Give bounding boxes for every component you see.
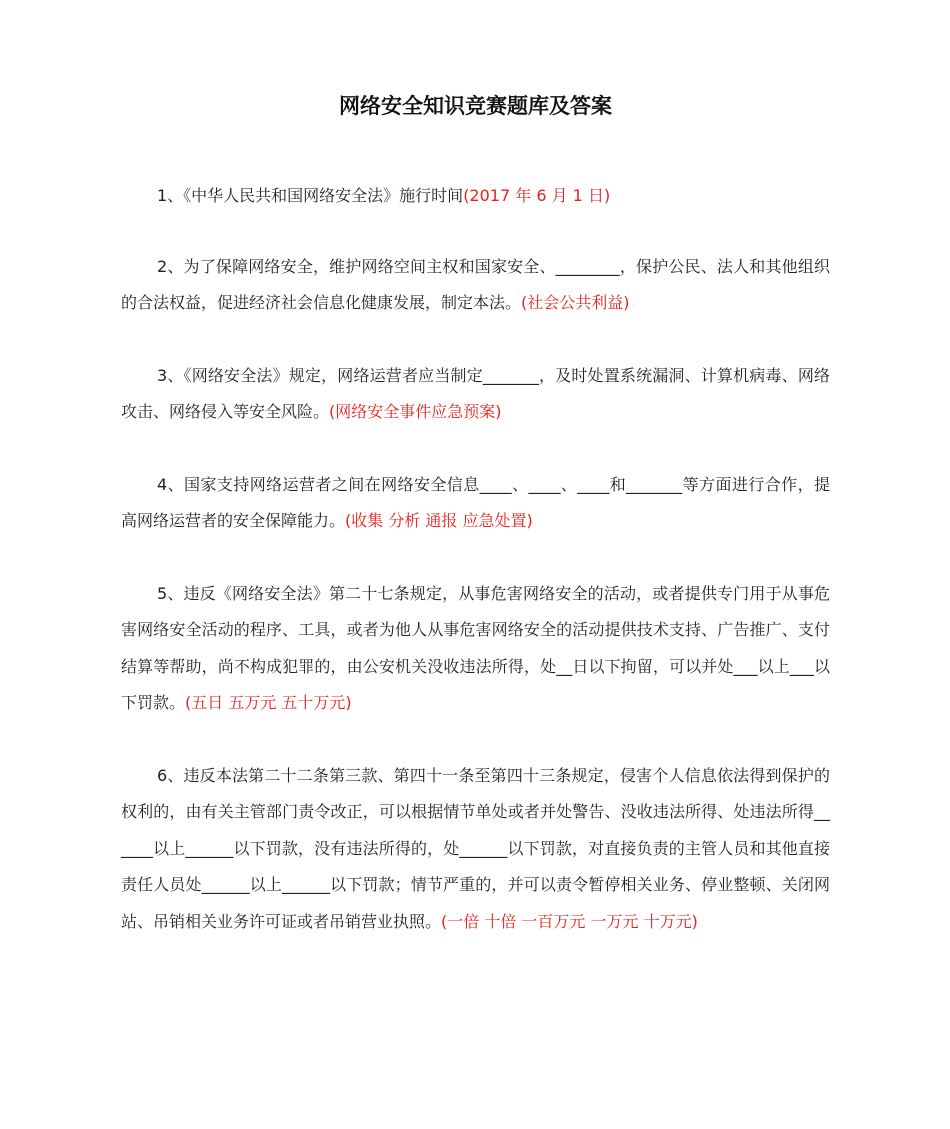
answer-text: (2017 年 6 月 1 日) [463,186,611,205]
question-2 [121,249,830,322]
answer-text: (五日 五万元 五十万元) [185,693,352,712]
question-5 [121,576,830,722]
answer-text: (收集 分析 通报 应急处置) [345,511,533,530]
question-text: 6、违反本法第二十二条第三款、第四十一条至第四十三条规定，侵害个人信息依法得到保护的权利的，由有关主管部门责令改正，可以根据情节单处或者并处警告、没收违法所得、处违法所得______以上______以下罚款，没有违法所得的，处______以下罚款，对直接负责的主管人员和其他直接责任人员处______以上______以下罚款；情节严重的，并可以责令暂停相关业务、停业整顿、关闭网站、吊销相关业务许可证或者吊销营业执照。 [121,765,830,931]
question-4 [121,467,830,540]
question-text: 5、违反《网络安全法》第二十七条规定，从事危害网络安全的活动，或者提供专门用于从事危害网络安全活动的程序、工具，或者为他人从事危害网络安全的活动提供技术支持、广告推广、支付结算等帮助，尚不构成犯罪的，由公安机关没收违法所得，处__日以下拘留，可以并处___以上___以下罚款。 [121,583,830,712]
answer-text: (网络安全事件应急预案) [329,402,502,421]
question-text: 4、国家支持网络运营者之间在网络安全信息____、____、____和_______等方面进行合作，提高网络运营者的安全保障能力。 [121,474,830,530]
answer-text: (社会公共利益) [521,293,630,312]
question-3 [121,358,830,431]
question-text: 3、《网络安全法》规定，网络运营者应当制定_______，及时处置系统漏洞、计算机病毒、网络攻击、网络侵入等安全风险。 [121,365,830,421]
answer-text: (一倍 十倍 一百万元 一万元 十万元) [441,911,698,931]
question-6 [121,758,830,941]
question-text: 2、为了保障网络安全，维护网络空间主权和国家安全、________，保护公民、法人和其他组织的合法权益，促进经济社会信息化健康发展，制定本法。 [121,256,830,312]
question-1 [121,178,830,215]
question-text: 1、《中华人民共和国网络安全法》施行时间 [157,186,464,205]
page-title: 网络安全知识竞赛题库及答案 [339,94,612,118]
